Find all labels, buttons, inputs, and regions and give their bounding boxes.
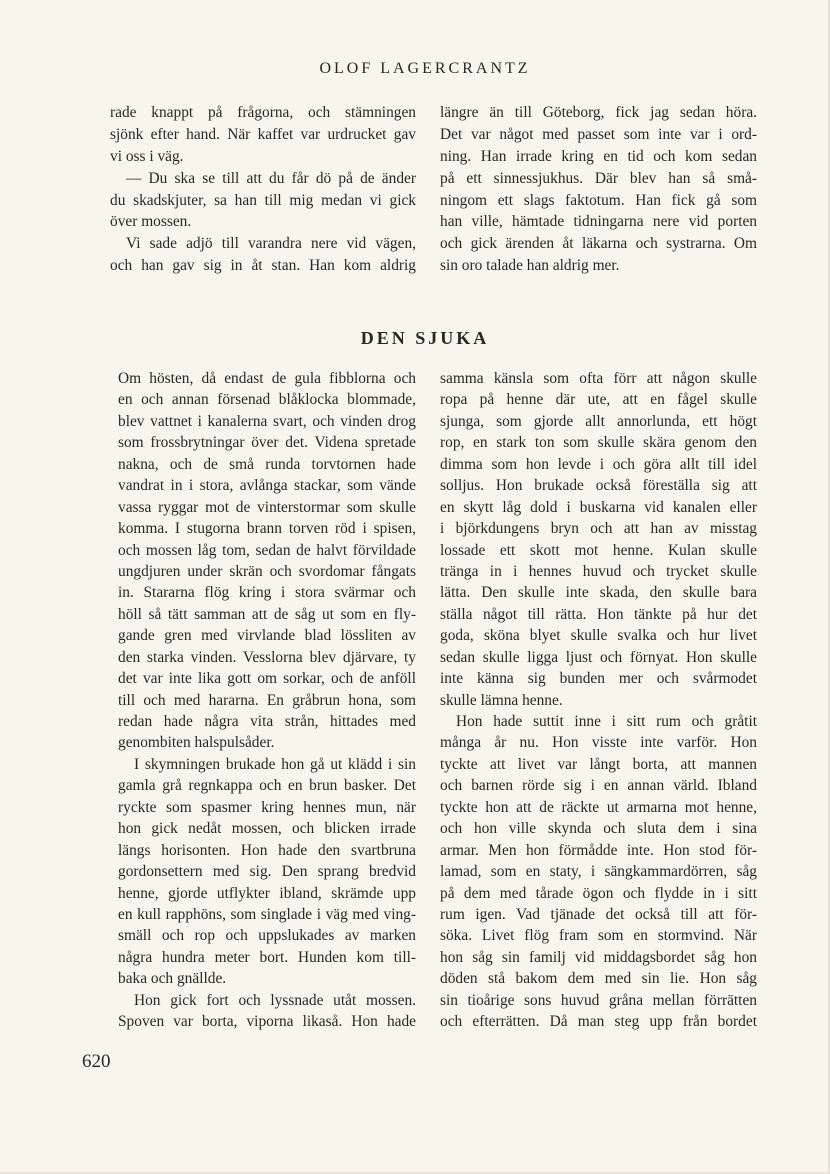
paragraph [440, 102, 757, 277]
text-line: en kull rapphöns, som singlade i väg med ving- [118, 905, 416, 923]
text-line: Om hösten, då endast de gula fibblorna och [118, 370, 416, 387]
paragraph [118, 754, 416, 990]
text-line: henne, gjorde utflykter ibland, skrämde upp [118, 884, 416, 902]
text-line: rum igen. Vad tjänade det också till att för- [440, 905, 757, 923]
text-line: solljus. Hon brukade också föreställa sig att [440, 477, 757, 495]
text-column-bottom-left [118, 368, 416, 1033]
text-line: till och med hararna. En gråbrun hona, som [118, 691, 416, 709]
text-line: tyckte att livet var långt borta, att mannen [440, 755, 757, 773]
text-line: över mossen. [110, 213, 192, 231]
text-line: blev vattnet i kanalerna svart, och vinden drog [118, 412, 416, 430]
text-line: söka. Livet flög fram som en stormvind. När [440, 927, 757, 945]
text-line: hon gick nedåt mossen, och blicken irrade [118, 820, 416, 838]
text-line: vandrat in i stora, avlånga stackar, som vände [118, 477, 416, 495]
text-line: vi oss i väg. [110, 147, 184, 165]
text-line: gande gren med virvlande blad lössliten av [118, 627, 416, 645]
text-line: in. Stararna flög kring i stora svärmar och [118, 584, 416, 602]
page-number: 620 [82, 1051, 111, 1072]
text-line: i björkdungens bryn och att han av misstag [440, 520, 757, 538]
text-line: samma känsla som ofta förr att någon skulle [440, 370, 757, 387]
paragraph [110, 168, 416, 234]
text-line: ställa något till rätta. Hon tänkte på hur det [440, 605, 757, 623]
text-line: ropa på henne där ute, att en fågel skulle [440, 391, 757, 409]
text-line: på ett sinnessjukhus. Där blev han så små- [440, 169, 757, 187]
text-column-bottom-right [440, 368, 757, 1033]
text-line: ningom ett slags faktotum. Han fick gå som [440, 191, 757, 209]
text-line: som frossbrytningar över det. Videna spretade [118, 434, 416, 452]
text-line: rop, en stark ton som skulle skära genom den [440, 434, 757, 452]
text-line: gordonsettern med sig. Den sprang bredvid [118, 863, 416, 881]
text-line: den starka vinden. Vesslorna blev djärvare, ty [118, 648, 416, 666]
text-line: smäll och rop och uppslukades av marken [118, 927, 416, 945]
text-line: längs horisonten. Hon hade den svartbruna [118, 841, 416, 859]
text-line: det var inte lika gott om sorkar, och de anföll [118, 670, 416, 688]
text-line: skulle lämna henne. [440, 691, 563, 709]
text-line: baka och gnällde. [118, 970, 227, 988]
text-line: och efterrätten. Då man steg upp från bordet [440, 1013, 757, 1031]
text-line: genombiten halspulsåder. [118, 734, 275, 752]
text-line: lamad, som en staty, i sängkammardörren, såg [440, 863, 757, 881]
text-line: — Du ska se till att du får dö på de änder [126, 169, 416, 187]
text-line: en och annan försenad blåklocka blommade, [118, 391, 416, 409]
text-line: dimma som hon levde i och göra allt till idel [440, 455, 757, 473]
text-line: Det var något med passet som inte var i ord- [440, 125, 757, 143]
text-line: höll så tätt samman att de såg ut som en fly- [118, 605, 416, 623]
text-line: Hon hade suttit inne i sitt rum och gråtit [456, 713, 757, 730]
text-line: ungdjuren under skrän och svordomar fångats [118, 562, 416, 580]
text-line: du skadskjuter, sa han till mig medan vi gick [110, 191, 416, 209]
text-line: lätta. Den skulle inte skada, den skulle bara [440, 584, 757, 602]
paragraph [440, 368, 757, 711]
text-line: nakna, och de små runda torvtornen hade [118, 455, 416, 473]
paragraph [118, 990, 416, 1033]
text-line: sin oro talade han aldrig mer. [440, 257, 620, 275]
text-line: och mossen låg tom, sedan de halvt förvildade [118, 541, 416, 559]
text-column-top-left [110, 102, 416, 277]
text-line: tränga in i hennes huvud och trycket skulle [440, 562, 757, 580]
text-line: Vi sade adjö till varandra nere vid vägen, [126, 235, 416, 253]
text-line: ryckte som spasmer kring hennes mun, när [118, 798, 416, 816]
text-line: Hon gick fort och lyssnade utåt mossen. [134, 991, 416, 1009]
text-line: och hon ville skynda och sluta dem i sina [440, 820, 757, 838]
text-line: tyckte hon att de räckte ut armarna mot henne, [440, 798, 757, 816]
text-line: längre än till Göteborg, fick jag sedan höra. [440, 104, 757, 121]
text-line: många år nu. Hon visste inte varför. Hon [440, 734, 757, 752]
paragraph [440, 711, 757, 1033]
paragraph [118, 368, 416, 754]
text-line: döden stå bakom dem med sin lie. Hon såg [440, 970, 757, 988]
text-line: komma. I stugorna brann torven röd i spisen, [118, 520, 416, 538]
text-line: gamla grå regnkappa och en brun basker. Det [118, 777, 416, 795]
text-line: I skymningen brukade hon gå ut klädd i sin [134, 755, 416, 773]
text-line: rade knappt på frågorna, och stämningen [110, 104, 416, 121]
text-line: och gick ärenden åt läkarna och systrarna. Om [440, 235, 757, 253]
text-line: på dem med tårade ögon och flydde in i sitt [440, 884, 757, 902]
paragraph [110, 233, 416, 277]
text-line: och barnen rörde sig i en annan värld. Ibland [440, 777, 757, 795]
running-head: OLOF LAGERCRANTZ [319, 60, 531, 77]
text-line: några hundra meter bort. Hunden kom till- [118, 948, 416, 966]
text-line: inte känna sig bunden mer och svårmodet [440, 670, 757, 688]
text-line: en skytt låg dold i buskarna vid kanalen eller [440, 498, 757, 516]
text-line: lossade ett skott mot henne. Kulan skulle [440, 541, 757, 559]
section-title: DEN SJUKA [360, 328, 490, 348]
text-line: ning. Han irrade kring en tid och kom sedan [440, 147, 757, 165]
text-line: redan hade några vita strån, hittades med [118, 713, 416, 730]
text-line: hon såg sin familj vid middagsbordet såg hon [440, 948, 757, 966]
text-line: armar. Men hon förmådde inte. Hon stod för- [440, 841, 757, 859]
text-line: sedan skulle ligga ljust och förnyat. Hon skulle [440, 648, 757, 666]
text-line: sjönk efter hand. När kaffet var urdrucket gav [110, 125, 416, 143]
text-line: sjunga, som gjorde allt annorlunda, ett högt [440, 412, 757, 430]
text-line: vassa ryggar mot de vinterstormar som skulle [118, 498, 416, 516]
text-line: Spoven var borta, viporna likaså. Hon hade [118, 1013, 416, 1031]
text-line: och han gav sig in åt stan. Han kom aldrig [110, 257, 416, 275]
text-line: sin tioårige sons huvud gråna mellan förrätten [440, 991, 757, 1009]
text-column-top-right [440, 102, 757, 277]
text-line: han ville, hämtade tidningarna nere vid porten [440, 213, 757, 231]
paragraph [110, 102, 416, 168]
text-line: goda, sköna blyet skulle svalka och hur livet [440, 627, 757, 645]
